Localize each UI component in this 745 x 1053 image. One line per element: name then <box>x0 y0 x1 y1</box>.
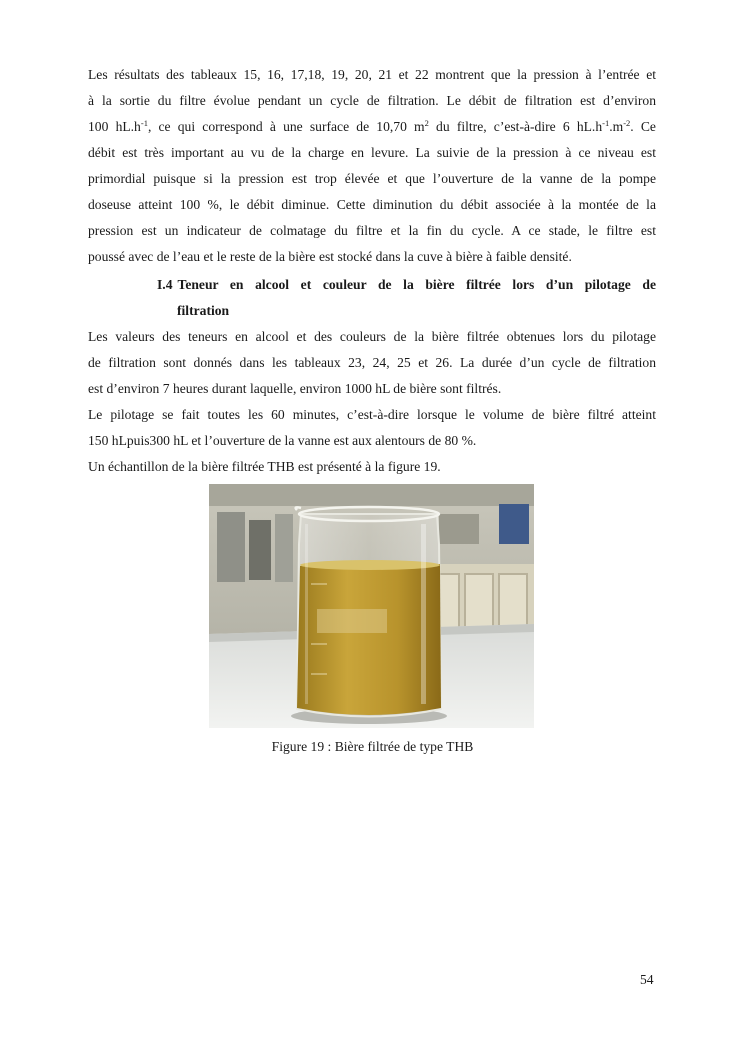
paragraph-line: Le pilotage se fait toutes les 60 minutes, c’est-à-dire lorsque le volume de bière filtré atteint <box>88 407 656 422</box>
paragraph-line: 150 hLpuis300 hL et l’ouverture de la vanne est aux alentours de 80 %. <box>88 433 477 448</box>
beer-sample-photo <box>209 484 534 728</box>
superscript: -1 <box>602 118 610 128</box>
heading-number: I.4 <box>157 277 173 292</box>
paragraph-line: poussé avec de l’eau et le reste de la bière est stocké dans la cuve à bière à faible densité. <box>88 249 572 264</box>
paragraph-line-with-units <box>88 114 656 140</box>
paragraph-line: Les résultats des tableaux 15, 16, 17,18, 19, 20, 21 et 22 montrent que la pression à l’entrée et <box>88 67 656 82</box>
paragraph-line: pression est un indicateur de colmatage du filtre et la fin du cycle. A ce stade, le filtre est <box>88 223 656 238</box>
paragraph-filtration-pressure <box>88 62 656 270</box>
text-segment: , ce qui correspond à une surface de 10,70 m <box>147 119 425 134</box>
heading-line: filtration <box>177 303 230 318</box>
text-segment: . Ce <box>630 119 656 134</box>
page-number: 54 <box>640 972 654 987</box>
paragraph-line: primordial puisque si la pression est trop élevée et que l’ouverture de la vanne de la pompe <box>88 171 656 186</box>
heading-line <box>157 272 656 298</box>
superscript: -1 <box>140 118 148 128</box>
section-heading <box>157 272 656 324</box>
superscript: 2 <box>424 118 429 128</box>
paragraph-line: est d’environ 7 heures durant laquelle, environ 1000 hL de bière sont filtrés. <box>88 381 502 396</box>
paragraph-line: débit est très important au vu de la charge en levure. La suivie de la pression à ce niveau est <box>88 145 656 160</box>
paragraph-alcohol-color <box>88 324 656 480</box>
paragraph-line: doseuse atteint 100 %, le débit diminue. Cette diminution du débit associée à la montée de la <box>88 197 656 212</box>
paragraph-line: à la sortie du filtre évolue pendant un cycle de filtration. Le débit de filtration est d’environ <box>88 93 656 108</box>
paragraph-line: de filtration sont donnés dans les tableaux 23, 24, 25 et 26. La durée d’un cycle de filtration <box>88 355 656 370</box>
paragraph-line: Un échantillon de la bière filtrée THB est présenté à la figure 19. <box>88 459 441 474</box>
paragraph-line: Les valeurs des teneurs en alcool et des couleurs de la bière filtrée obtenues lors du pilotage <box>88 329 656 344</box>
heading-text: Teneur en alcool et couleur de la bière filtrée lors d’un pilotage de <box>177 277 656 292</box>
figure-caption: Figure 19 : Bière filtrée de type THB <box>271 739 474 754</box>
text-segment: .m <box>609 119 624 134</box>
superscript: -2 <box>623 118 631 128</box>
text-segment: 100 hL.h <box>88 119 141 134</box>
text-segment: du filtre, c’est-à-dire 6 hL.h <box>428 119 603 134</box>
